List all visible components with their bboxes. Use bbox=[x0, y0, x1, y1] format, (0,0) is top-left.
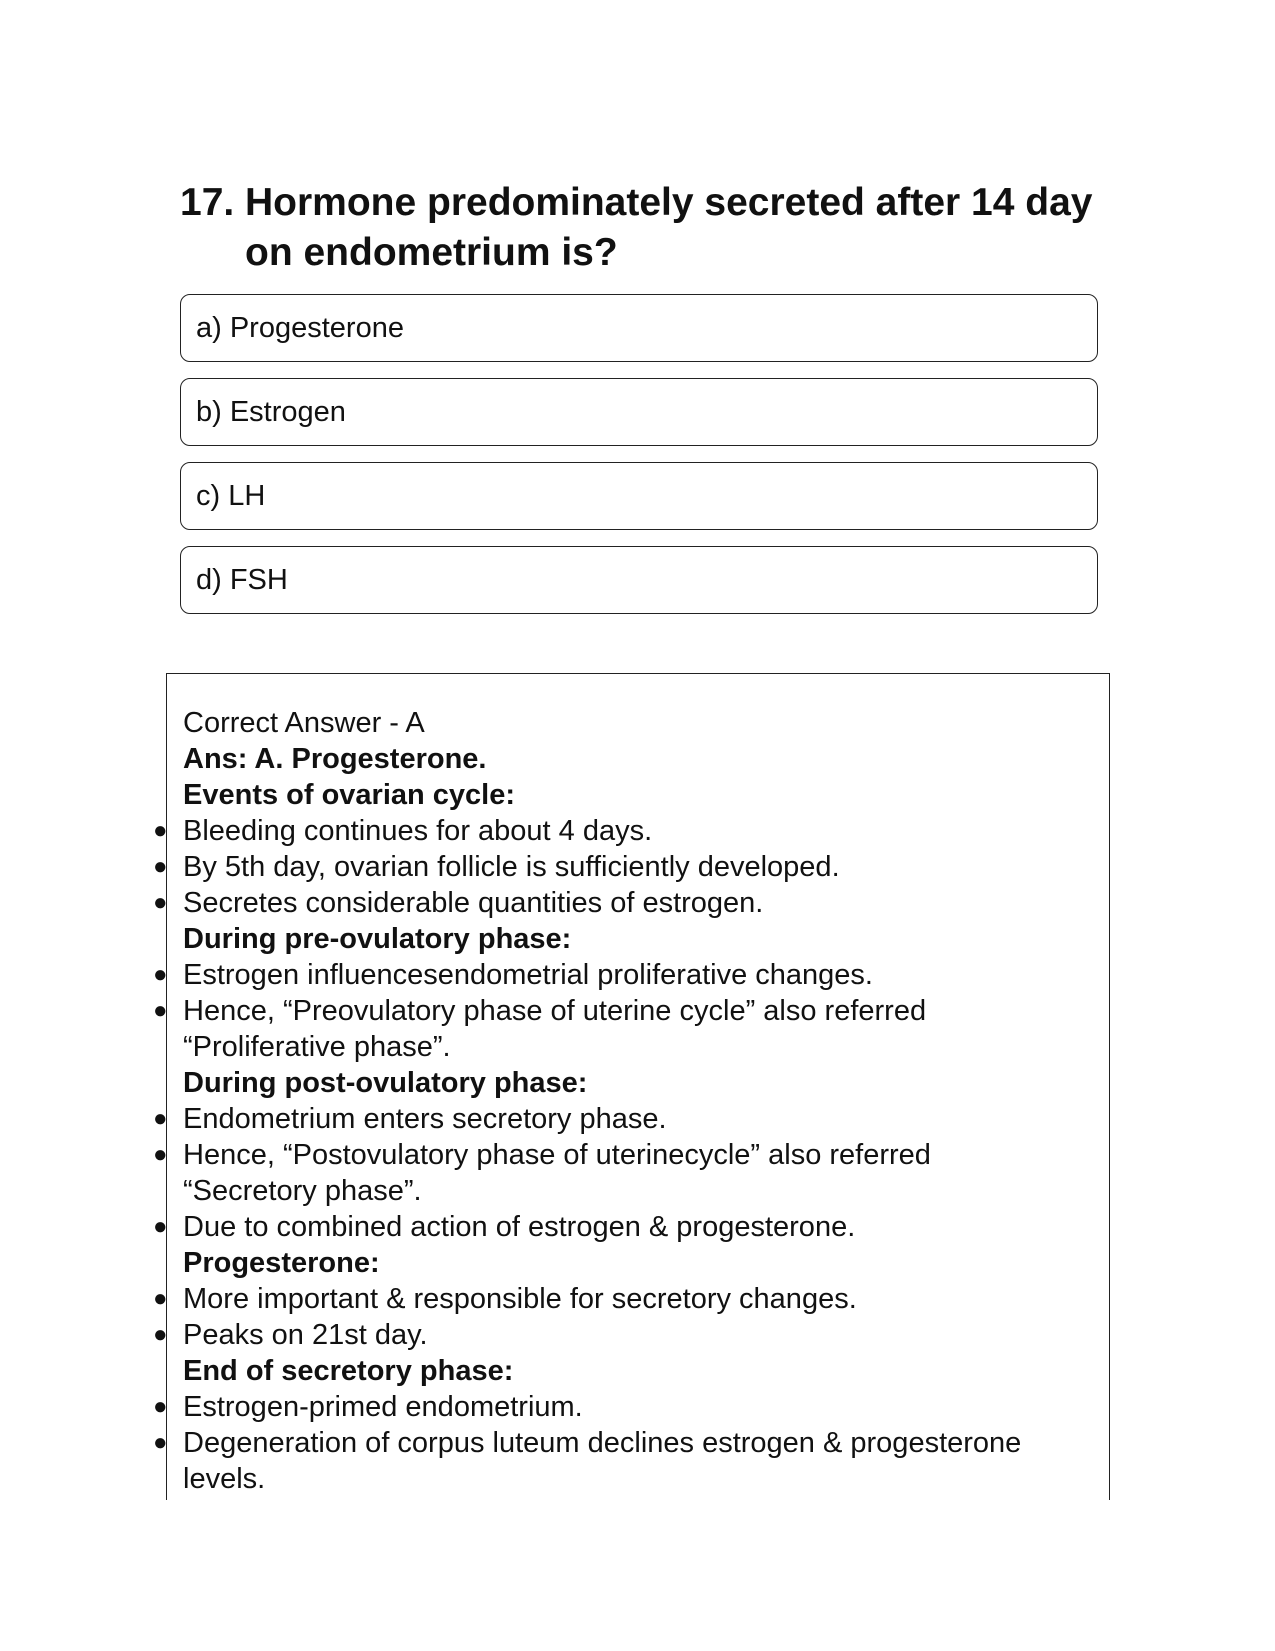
list-item-text: Bleeding continues for about 4 days. bbox=[183, 815, 653, 847]
bullet-icon: ● bbox=[153, 1105, 168, 1132]
list-item-text: Due to combined action of estrogen & progesterone. bbox=[183, 1211, 856, 1243]
bullet-icon: ● bbox=[153, 889, 168, 916]
bullet-icon: ● bbox=[153, 1393, 168, 1420]
option-d[interactable]: d) FSH bbox=[180, 546, 1098, 614]
list-item-text: More important & responsible for secretory changes. bbox=[183, 1283, 857, 1315]
list-item bbox=[153, 1425, 1063, 1497]
question-text: Hormone predominately secreted after 14 day on endometrium is? bbox=[245, 181, 1093, 274]
list-item-text: Secretes considerable quantities of estrogen. bbox=[183, 887, 764, 919]
correct-answer-text: Correct Answer - A bbox=[183, 707, 425, 739]
section-heading: End of secretory phase: bbox=[183, 1355, 514, 1387]
question-heading bbox=[180, 178, 1100, 278]
list-item bbox=[153, 993, 953, 1065]
section-heading: Progesterone: bbox=[183, 1247, 380, 1279]
list-item-text: Endometrium enters secretory phase. bbox=[183, 1103, 667, 1135]
list-item bbox=[153, 849, 1083, 885]
list-item-text: Peaks on 21st day. bbox=[183, 1319, 428, 1351]
list-item bbox=[153, 813, 1083, 849]
list-item-text: Hence, “Postovulatory phase of uterinecycle” also referred “Secretory phase”. bbox=[183, 1139, 931, 1207]
option-c[interactable]: c) LH bbox=[180, 462, 1098, 530]
list-item-text: Degeneration of corpus luteum declines estrogen & progesterone levels. bbox=[183, 1427, 1022, 1495]
list-item bbox=[153, 1101, 1083, 1137]
bullet-icon: ● bbox=[153, 817, 168, 844]
list-item-text: Estrogen influencesendometrial proliferative changes. bbox=[183, 959, 873, 991]
bullet-icon: ● bbox=[153, 853, 168, 880]
option-a[interactable]: a) Progesterone bbox=[180, 294, 1098, 362]
section-heading: During pre-ovulatory phase: bbox=[183, 923, 572, 955]
question-number: 17. bbox=[180, 181, 235, 224]
answer-options bbox=[180, 294, 1098, 630]
bullet-icon: ● bbox=[153, 997, 168, 1024]
list-item bbox=[153, 957, 1083, 993]
list-item bbox=[153, 1317, 1083, 1353]
list-item bbox=[153, 1137, 953, 1209]
bullet-icon: ● bbox=[153, 1213, 168, 1240]
section-heading: Events of ovarian cycle: bbox=[183, 779, 516, 811]
bullet-icon: ● bbox=[153, 1141, 168, 1168]
answer-content bbox=[153, 705, 1083, 1497]
bullet-icon: ● bbox=[153, 1321, 168, 1348]
list-item-text: By 5th day, ovarian follicle is sufficiently developed. bbox=[183, 851, 840, 883]
bullet-icon: ● bbox=[153, 1285, 168, 1312]
list-item bbox=[153, 1209, 1083, 1245]
answer-summary: Ans: A. Progesterone. bbox=[183, 743, 487, 775]
bullet-icon: ● bbox=[153, 961, 168, 988]
answer-explanation-box bbox=[153, 673, 1110, 1500]
bullet-icon: ● bbox=[153, 1429, 168, 1456]
option-b[interactable]: b) Estrogen bbox=[180, 378, 1098, 446]
list-item bbox=[153, 885, 1083, 921]
list-item-text: Hence, “Preovulatory phase of uterine cycle” also referred “Proliferative phase”. bbox=[183, 995, 927, 1063]
list-item bbox=[153, 1389, 1083, 1425]
list-item bbox=[153, 1281, 1083, 1317]
list-item-text: Estrogen-primed endometrium. bbox=[183, 1391, 583, 1423]
section-heading: During post-ovulatory phase: bbox=[183, 1067, 588, 1099]
